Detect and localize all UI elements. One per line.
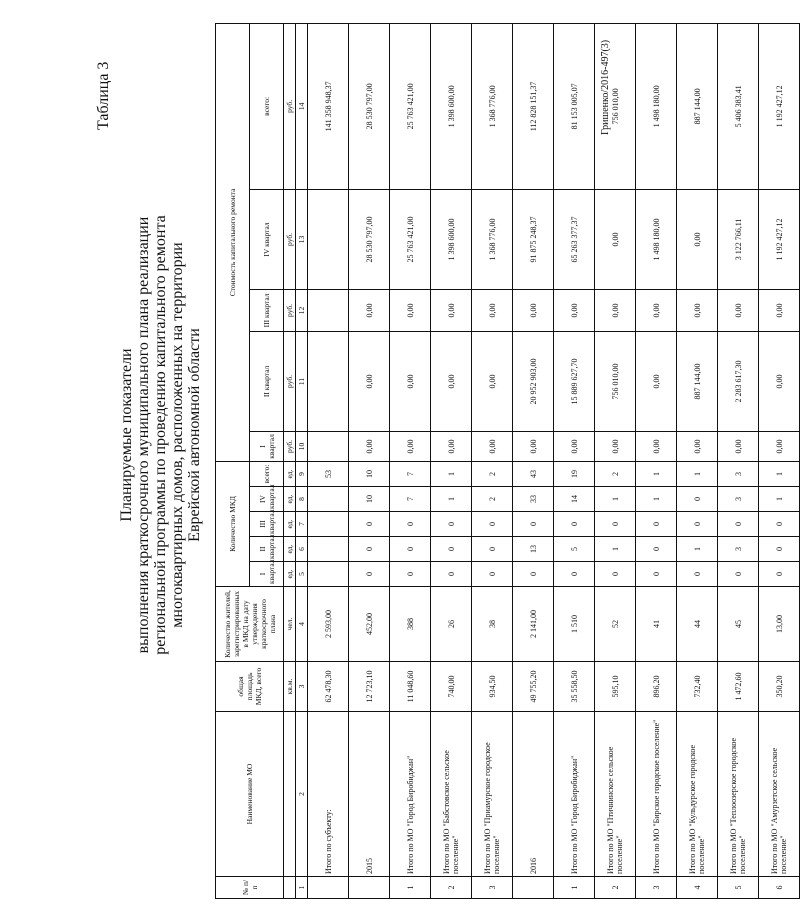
units-cell: ед. (284, 562, 296, 587)
mkd-total: 2 (595, 461, 636, 486)
colnum-cell: 10 (296, 431, 308, 461)
mkd-q1: 0 (595, 562, 636, 587)
table-row (390, 23, 431, 898)
mkd-q3: 0 (595, 512, 636, 537)
mkd-q2: 0 (431, 537, 472, 562)
mkd-q2: 1 (595, 537, 636, 562)
row-residents: 41 (636, 587, 677, 662)
row-name: Итого по субъекту: (308, 712, 349, 877)
row-name: Итого по МО "Бабстовское сельское поселение" (431, 712, 472, 877)
colnum-cell: 6 (296, 537, 308, 562)
cost-q1: 0,00 (349, 431, 390, 461)
units-cell: ед. (284, 461, 296, 486)
mkd-q1: 0 (472, 562, 513, 587)
colnum-cell: 11 (296, 331, 308, 431)
cost-q3: 0,00 (718, 289, 759, 331)
mkd-q4: 2 (472, 487, 513, 512)
mkd-q1 (308, 562, 349, 587)
mkd-total: 19 (554, 461, 595, 486)
row-area: 12 723,10 (349, 662, 390, 712)
header-residents: Количество жителей, зарегистрированных в МКД на дату утверждения краткосрочного плана (216, 587, 284, 662)
mkd-q2: 1 (677, 537, 718, 562)
row-residents: 2 141,00 (513, 587, 554, 662)
cost-q1 (308, 431, 349, 461)
plan-table (215, 23, 800, 899)
cost-q1: 0,00 (472, 431, 513, 461)
cost-q1: 0,00 (595, 431, 636, 461)
row-area: 62 478,30 (308, 662, 349, 712)
colnum-cell: 8 (296, 487, 308, 512)
row-name: Итого по МО "Приамурское городское поселение" (472, 712, 513, 877)
cost-q2: 0,00 (390, 331, 431, 431)
colnum-cell: 5 (296, 562, 308, 587)
row-name: Итого по МО "Город Биробиджан" (554, 712, 595, 877)
table-row (308, 23, 349, 898)
cost-q4: 91 875 248,37 (513, 189, 554, 289)
header-q3: III квартал (250, 512, 284, 537)
row-residents: 13,00 (759, 587, 800, 662)
mkd-q1: 0 (390, 562, 431, 587)
table-row (595, 23, 636, 898)
mkd-total: 1 (677, 461, 718, 486)
units-cell (284, 877, 296, 899)
row-num: 2 (431, 877, 472, 899)
table-row (554, 23, 595, 898)
mkd-q1: 0 (677, 562, 718, 587)
cost-q1: 0,00 (554, 431, 595, 461)
cost-q2: 0,00 (431, 331, 472, 431)
mkd-q4: 0 (677, 487, 718, 512)
mkd-q4: 10 (349, 487, 390, 512)
cost-q3: 0,00 (554, 289, 595, 331)
mkd-q2 (308, 537, 349, 562)
mkd-q3: 0 (677, 512, 718, 537)
row-residents: 388 (390, 587, 431, 662)
row-area: 732,40 (677, 662, 718, 712)
mkd-q3: 0 (636, 512, 677, 537)
mkd-q3: 0 (513, 512, 554, 537)
colnum-cell: 3 (296, 662, 308, 712)
row-area: 595,10 (595, 662, 636, 712)
cost-q1: 0,00 (513, 431, 554, 461)
row-name: Итого по МО "Город Биробиджан" (390, 712, 431, 877)
mkd-q1: 0 (759, 562, 800, 587)
table-row (349, 23, 390, 898)
cost-q3: 0,00 (472, 289, 513, 331)
cost-total: 1 498 180,00 (636, 23, 677, 189)
mkd-total: 1 (759, 461, 800, 486)
header-area: общая площадь МКД, всего (216, 662, 284, 712)
header-mkd-count: Количество МКД (216, 461, 250, 586)
row-area: 1 472,60 (718, 662, 759, 712)
mkd-total: 2 (472, 461, 513, 486)
row-name: 2016 (513, 712, 554, 877)
cost-total: 112 828 151,37 (513, 23, 554, 189)
cost-q2: 2 283 617,30 (718, 331, 759, 431)
header-num: № п/п (216, 877, 284, 899)
row-num: 3 (636, 877, 677, 899)
cost-total: 5 406 383,41 (718, 23, 759, 189)
colnum-cell: 12 (296, 289, 308, 331)
cost-q4: 1 368 776,00 (472, 189, 513, 289)
cost-q3: 0,00 (759, 289, 800, 331)
row-num (513, 877, 554, 899)
colnum-cell: 13 (296, 189, 308, 289)
row-area: 350,20 (759, 662, 800, 712)
row-residents: 2 593,00 (308, 587, 349, 662)
table-row (431, 23, 472, 898)
header-total: всего: (250, 461, 284, 486)
cost-q4: 1 398 600,00 (431, 189, 472, 289)
cost-q1: 0,00 (677, 431, 718, 461)
row-name: 2015 (349, 712, 390, 877)
row-residents: 1 510 (554, 587, 595, 662)
units-cell: руб. (284, 23, 296, 189)
cost-q3: 0,00 (636, 289, 677, 331)
units-cell: кв.м. (284, 662, 296, 712)
units-cell (284, 712, 296, 877)
mkd-total: 43 (513, 461, 554, 486)
row-name: Итого по МО "Амурзетское сельское поселение" (759, 712, 800, 877)
cost-q2: 0,00 (472, 331, 513, 431)
mkd-total: 1 (636, 461, 677, 486)
row-residents: 452,00 (349, 587, 390, 662)
cost-q2: 887 144,00 (677, 331, 718, 431)
cost-q4: 25 763 421,00 (390, 189, 431, 289)
cost-q1: 0,00 (636, 431, 677, 461)
row-num (349, 877, 390, 899)
row-num: 3 (472, 877, 513, 899)
row-area: 49 755,20 (513, 662, 554, 712)
cost-total: 887 144,00 (677, 23, 718, 189)
row-num: 2 (595, 877, 636, 899)
header-cost-q3: III квартал (250, 289, 284, 331)
mkd-q4: 1 (431, 487, 472, 512)
colnum-cell: 4 (296, 587, 308, 662)
mkd-q2: 0 (759, 537, 800, 562)
header-cost-q4: IV квартал (250, 189, 284, 289)
mkd-q1: 0 (718, 562, 759, 587)
row-name: Итого по МО "Теплоозерское городское поселение" (718, 712, 759, 877)
cost-total: 141 358 948,37 (308, 23, 349, 189)
cost-q3: 0,00 (595, 289, 636, 331)
cost-q3: 0,00 (677, 289, 718, 331)
cost-q2: 0,00 (636, 331, 677, 431)
mkd-total: 3 (718, 461, 759, 486)
title-line: Планируемые показатели (118, 348, 135, 522)
mkd-q2: 0 (349, 537, 390, 562)
cost-total: 28 530 797,00 (349, 23, 390, 189)
title-line: Еврейской автономной области (186, 328, 203, 542)
mkd-q1: 0 (554, 562, 595, 587)
header-name: Наименование МО (216, 712, 284, 877)
row-num: 4 (677, 877, 718, 899)
mkd-total: 1 (431, 461, 472, 486)
document-title (118, 205, 203, 665)
row-residents: 44 (677, 587, 718, 662)
mkd-q4: 14 (554, 487, 595, 512)
units-cell: ед. (284, 487, 296, 512)
mkd-q2: 0 (390, 537, 431, 562)
cost-q1: 0,00 (431, 431, 472, 461)
row-num (308, 877, 349, 899)
table-row (636, 23, 677, 898)
cost-q3: 0,00 (349, 289, 390, 331)
mkd-q3: 0 (349, 512, 390, 537)
mkd-total: 10 (349, 461, 390, 486)
cost-total: 756 010,00 (595, 23, 636, 189)
cost-q1: 0,00 (759, 431, 800, 461)
cost-q3 (308, 289, 349, 331)
table-row (677, 23, 718, 898)
mkd-q2: 3 (718, 537, 759, 562)
cost-q1: 0,00 (390, 431, 431, 461)
mkd-q3: 0 (431, 512, 472, 537)
footer-ref: Гришенко/2016-497(3) (600, 39, 611, 135)
units-cell: ед. (284, 512, 296, 537)
cost-q2: 756 010,00 (595, 331, 636, 431)
cost-q4 (308, 189, 349, 289)
mkd-q2: 0 (472, 537, 513, 562)
column-numbers-row (296, 23, 308, 898)
row-area: 11 048,60 (390, 662, 431, 712)
mkd-q4: 1 (636, 487, 677, 512)
mkd-q4: 3 (718, 487, 759, 512)
mkd-q3: 0 (718, 512, 759, 537)
cost-total: 25 763 421,00 (390, 23, 431, 189)
mkd-q3 (308, 512, 349, 537)
mkd-q1: 0 (349, 562, 390, 587)
row-area: 896,20 (636, 662, 677, 712)
cost-q2: 20 952 903,00 (513, 331, 554, 431)
cost-q4: 1 498 180,00 (636, 189, 677, 289)
table-row (718, 23, 759, 898)
colnum-cell: 9 (296, 461, 308, 486)
row-residents: 52 (595, 587, 636, 662)
units-cell: руб. (284, 431, 296, 461)
mkd-q1: 0 (636, 562, 677, 587)
mkd-q1: 0 (431, 562, 472, 587)
row-area: 740,00 (431, 662, 472, 712)
header-cost-q2: II квартал (250, 331, 284, 431)
row-residents: 45 (718, 587, 759, 662)
table-row (759, 23, 800, 898)
mkd-q4: 1 (759, 487, 800, 512)
units-cell: чел. (284, 587, 296, 662)
mkd-total: 53 (308, 461, 349, 486)
mkd-total: 7 (390, 461, 431, 486)
units-cell: ед. (284, 537, 296, 562)
title-line: выполнения краткосрочного муниципального плана реализации (135, 216, 152, 654)
cost-q1: 0,00 (718, 431, 759, 461)
row-num: 6 (759, 877, 800, 899)
cost-q2: 0,00 (759, 331, 800, 431)
mkd-q3: 0 (759, 512, 800, 537)
colnum-cell: 7 (296, 512, 308, 537)
row-name: Итого по МО "Кульдурское городское поселение" (677, 712, 718, 877)
cost-q2 (308, 331, 349, 431)
cost-total: 81 153 005,07 (554, 23, 595, 189)
units-cell: руб. (284, 331, 296, 431)
mkd-q3: 0 (390, 512, 431, 537)
cost-q4: 0,00 (677, 189, 718, 289)
row-name: Итого по МО "Бирское городское поселение" (636, 712, 677, 877)
cost-q4: 1 192 427,12 (759, 189, 800, 289)
header-cost: Стоимость капитального ремонта (216, 23, 250, 461)
mkd-q4: 1 (595, 487, 636, 512)
row-name: Итого по МО "Птичнинское сельское поселение" (595, 712, 636, 877)
cost-q4: 0,00 (595, 189, 636, 289)
mkd-q4: 33 (513, 487, 554, 512)
row-residents: 38 (472, 587, 513, 662)
title-line: многоквартирных домов, расположенных на территории (169, 242, 186, 628)
cost-total: 1 192 427,12 (759, 23, 800, 189)
row-residents: 26 (431, 587, 472, 662)
row-area: 35 558,50 (554, 662, 595, 712)
mkd-q2: 13 (513, 537, 554, 562)
mkd-q1: 0 (513, 562, 554, 587)
colnum-cell: 14 (296, 23, 308, 189)
units-cell: руб. (284, 189, 296, 289)
row-num: 1 (390, 877, 431, 899)
colnum-cell: 1 (296, 877, 308, 899)
colnum-cell: 2 (296, 712, 308, 877)
mkd-q2: 0 (636, 537, 677, 562)
cost-total: 1 398 600,00 (431, 23, 472, 189)
row-num: 1 (554, 877, 595, 899)
mkd-q4 (308, 487, 349, 512)
mkd-q3: 0 (554, 512, 595, 537)
cost-q4: 28 530 797,00 (349, 189, 390, 289)
header-q1: I квартал (250, 562, 284, 587)
table-row (513, 23, 554, 898)
cost-q2: 15 889 627,70 (554, 331, 595, 431)
cost-q4: 65 263 377,37 (554, 189, 595, 289)
units-cell: руб. (284, 289, 296, 331)
table-row (472, 23, 513, 898)
cost-q4: 3 122 766,11 (718, 189, 759, 289)
header-q2: II квартал (250, 537, 284, 562)
mkd-q3: 0 (472, 512, 513, 537)
cost-q2: 0,00 (349, 331, 390, 431)
cost-q3: 0,00 (390, 289, 431, 331)
mkd-q2: 5 (554, 537, 595, 562)
row-area: 934,50 (472, 662, 513, 712)
cost-q3: 0,00 (513, 289, 554, 331)
table-number: Таблица 3 (95, 61, 112, 130)
header-q4: IV квартал (250, 487, 284, 512)
title-line: региональной программы по проведению капитального ремонта (152, 215, 169, 655)
header-cost-total: всего: (250, 23, 284, 189)
cost-total: 1 368 776,00 (472, 23, 513, 189)
cost-q3: 0,00 (431, 289, 472, 331)
mkd-q4: 7 (390, 487, 431, 512)
header-cost-q1: I квартал (250, 431, 284, 461)
row-num: 5 (718, 877, 759, 899)
units-row (284, 23, 296, 898)
